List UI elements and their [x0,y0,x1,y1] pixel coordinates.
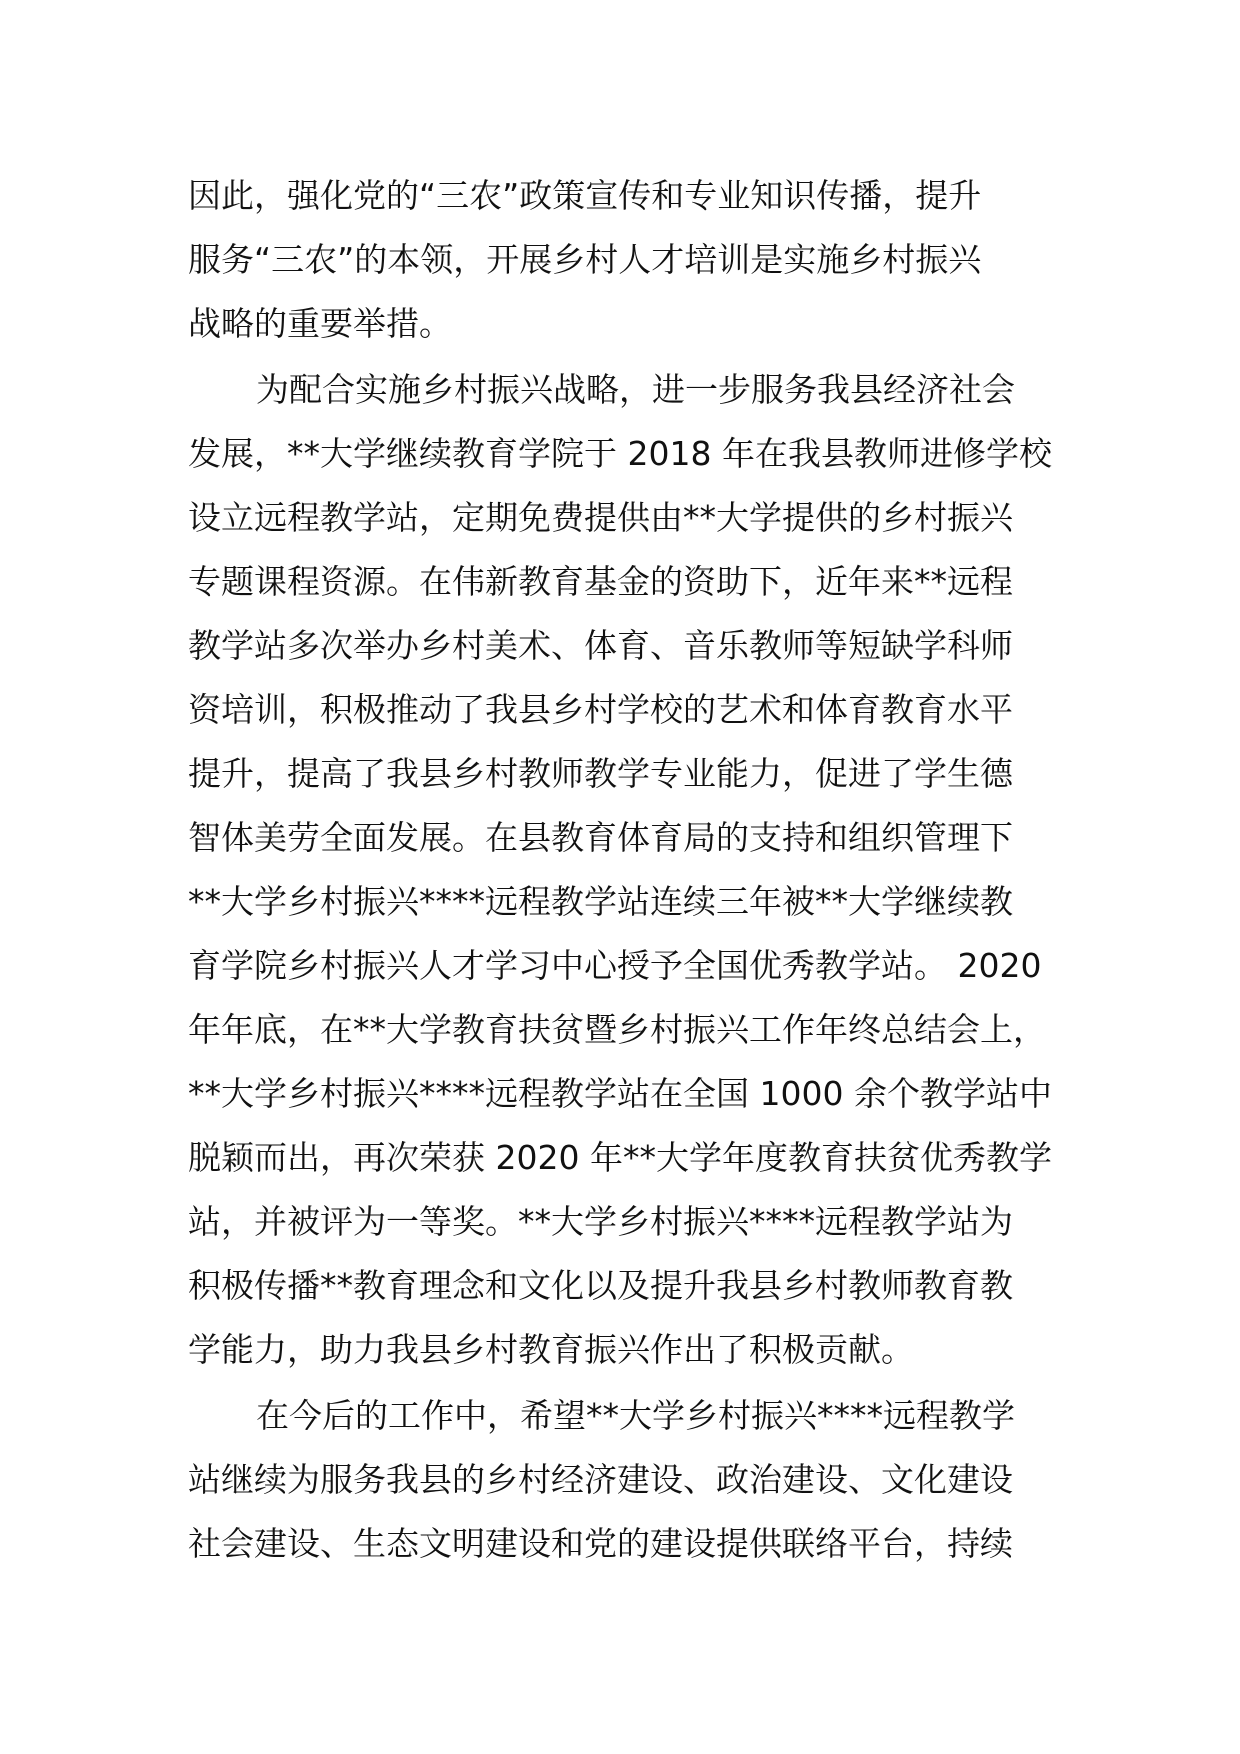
text-line: 发展，**大学继续教育学院于 2018 年在我县教师进修学校 [188,434,1052,473]
text-line: 育学院乡村振兴人才学习中心授予全国优秀教学站。 2020 [188,946,1042,985]
text-line: 提升，提高了我县乡村教师教学专业能力，促进了学生德 [188,754,1013,793]
text-line: 年年底，在**大学教育扶贫暨乡村振兴工作年终总结会上， [188,1010,1046,1049]
text-line: **大学乡村振兴****远程教学站连续三年被**大学继续教 [188,882,1013,921]
paragraph-first-line: 为配合实施乡村振兴战略，进一步服务我县经济社会 [256,370,1015,409]
text-line: 学能力，助力我县乡村教育振兴作出了积极贡献。 [188,1330,914,1369]
text-line: 服务“三农”的本领，开展乡村人才培训是实施乡村振兴 [188,240,982,279]
text-line: 设立远程教学站，定期免费提供由**大学提供的乡村振兴 [188,498,1013,537]
text-line: 脱颖而出，再次荣获 2020 年**大学年度教育扶贫优秀教学 [188,1138,1052,1177]
text-line: 教学站多次举办乡村美术、体育、音乐教师等短缺学科师 [188,626,1013,665]
text-line: 智体美劳全面发展。在县教育体育局的支持和组织管理下 [188,818,1013,857]
text-line: 积极传播**教育理念和文化以及提升我县乡村教师教育教 [188,1266,1013,1305]
text-line: 战略的重要举措。 [188,304,452,343]
text-line: 因此，强化党的“三农”政策宣传和专业知识传播，提升 [188,176,982,215]
text-line: 资培训，积极推动了我县乡村学校的艺术和体育教育水平 [188,690,1013,729]
text-line: **大学乡村振兴****远程教学站在全国 1000 余个教学站中 [188,1074,1052,1113]
text-line: 站继续为服务我县的乡村经济建设、政治建设、文化建设 [188,1460,1013,1499]
text-line: 专题课程资源。在伟新教育基金的资助下，近年来**远程 [188,562,1013,601]
text-line: 站，并被评为一等奖。**大学乡村振兴****远程教学站为 [188,1202,1013,1241]
text-line: 社会建设、生态文明建设和党的建设提供联络平台，持续 [188,1524,1013,1563]
paragraph-first-line: 在今后的工作中，希望**大学乡村振兴****远程教学 [256,1396,1015,1435]
